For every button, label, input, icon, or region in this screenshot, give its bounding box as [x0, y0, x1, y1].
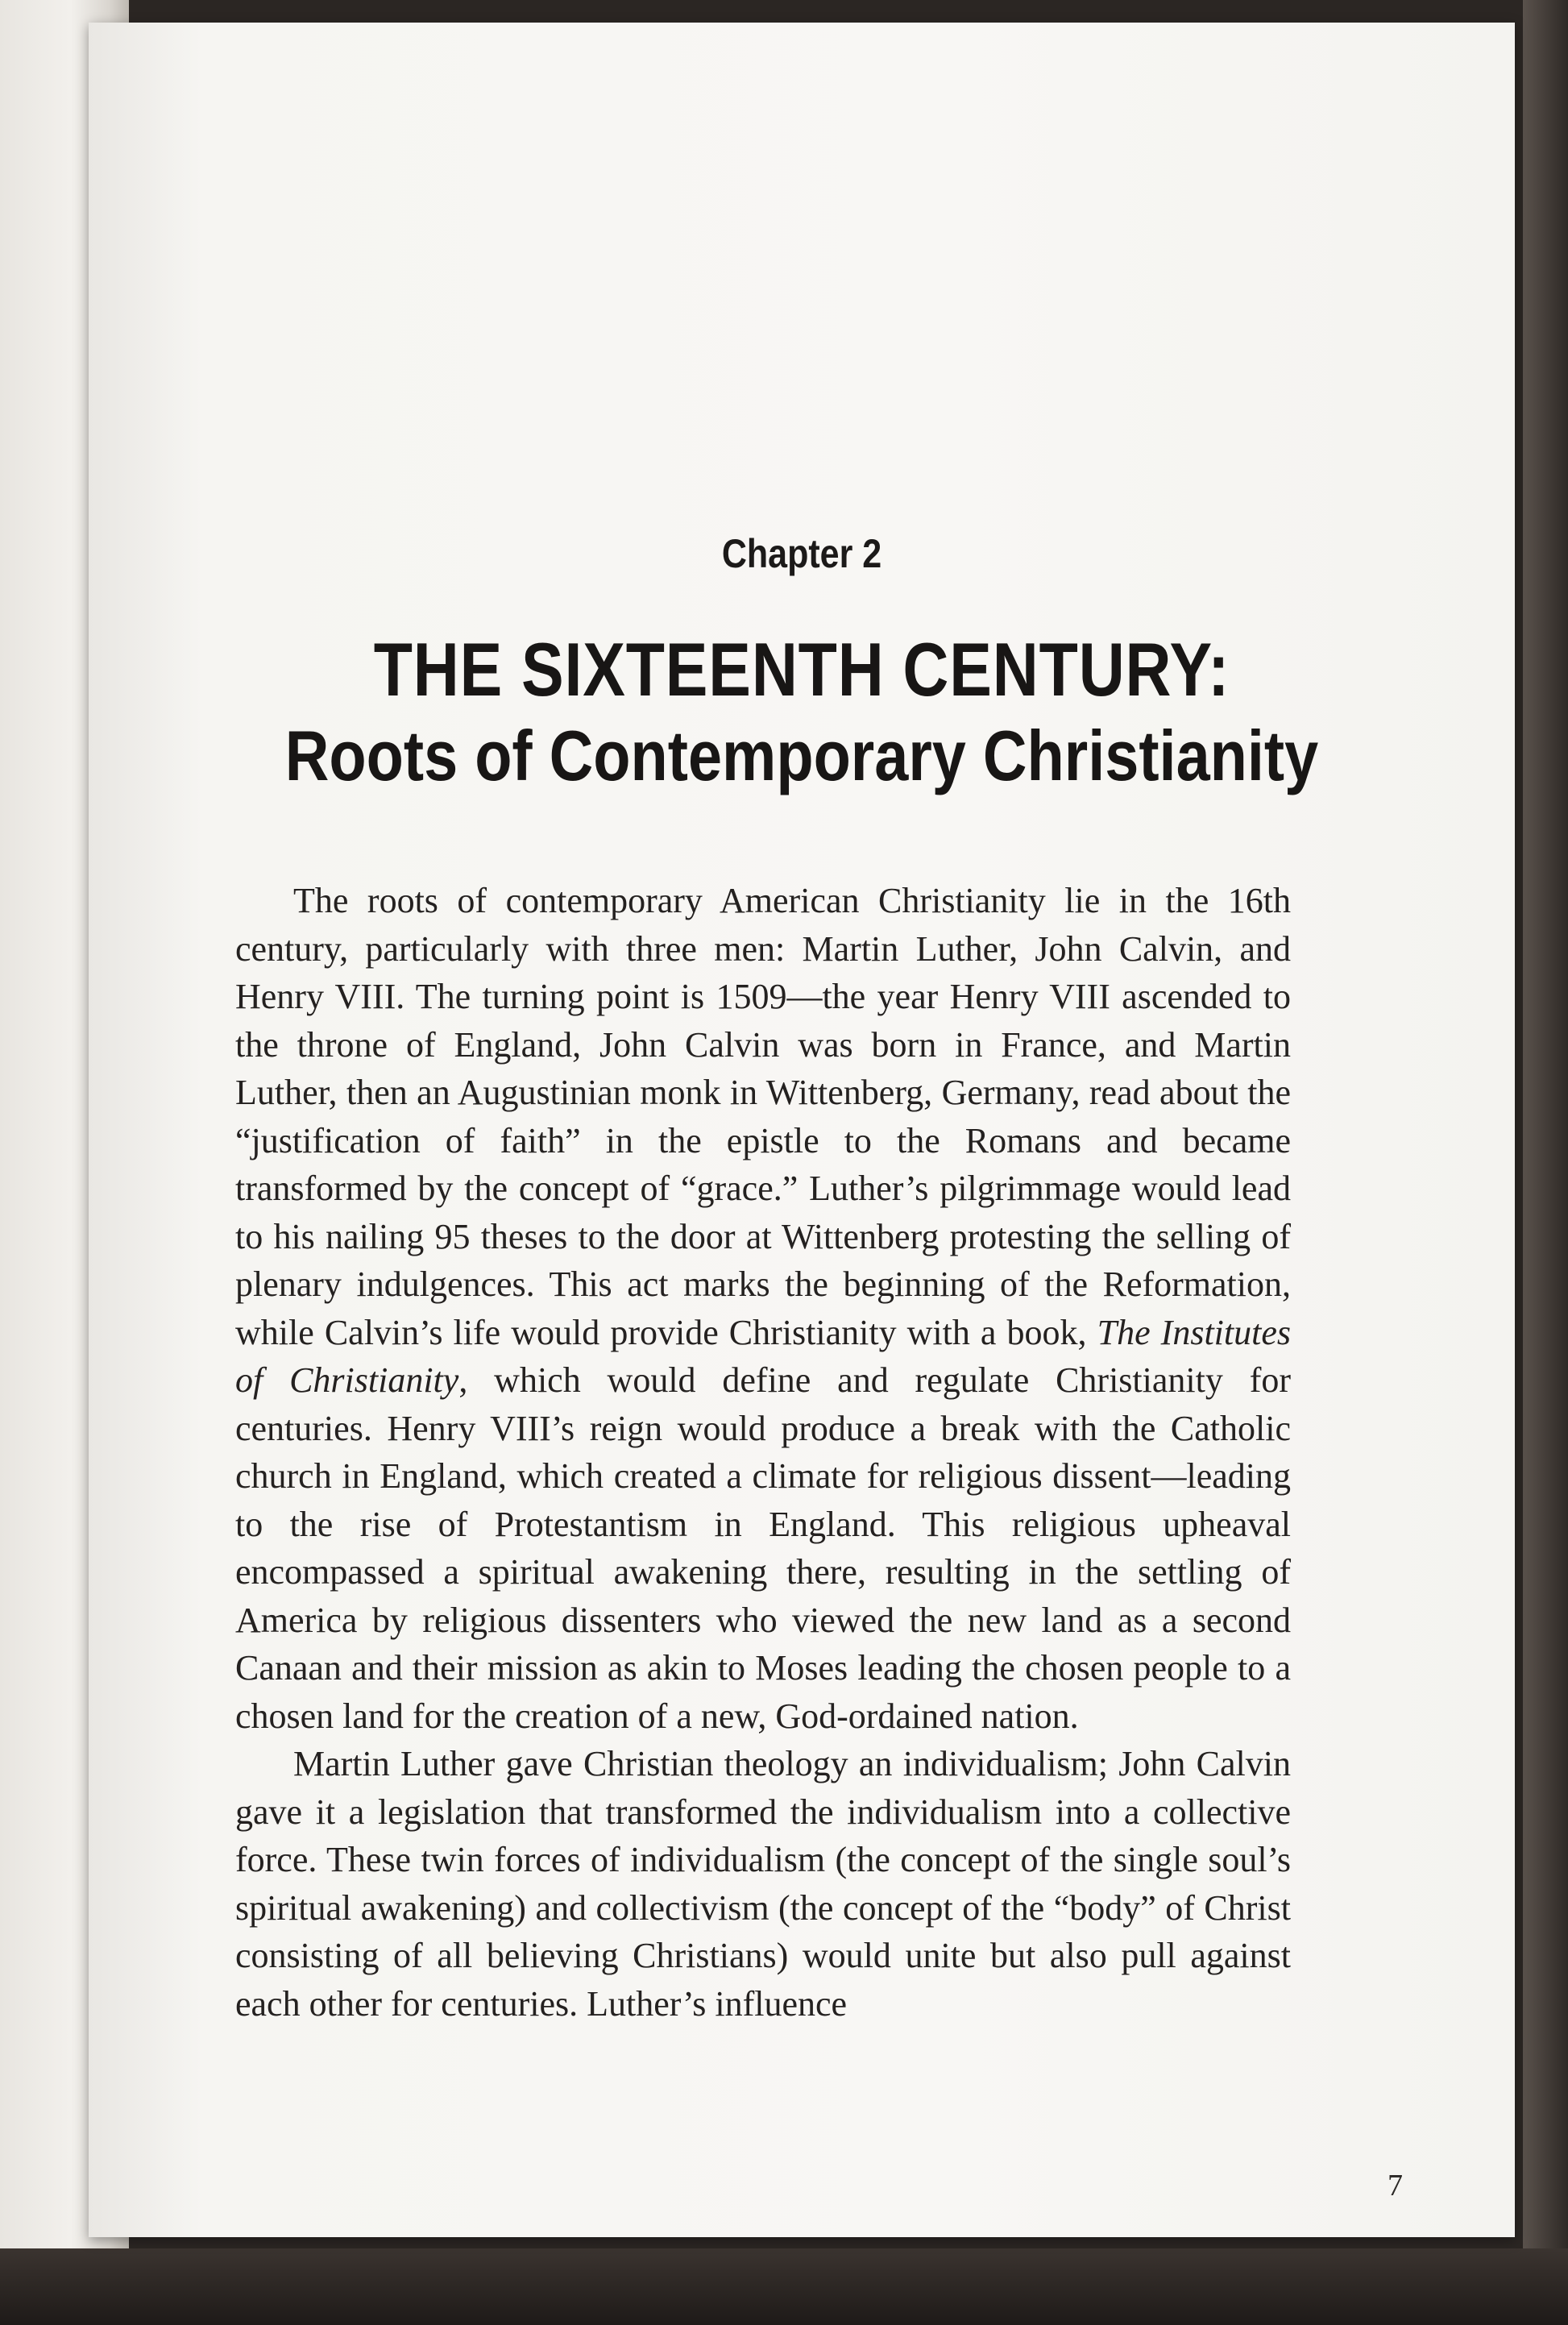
- book-page: [89, 23, 1515, 2237]
- chapter-label: Chapter 2: [721, 531, 882, 576]
- book-title-italic: The Institutes of Christianity: [235, 1312, 1292, 1400]
- page-number: 7: [1388, 2169, 1403, 2203]
- background-bottom: [0, 2248, 1568, 2325]
- chapter-subtitle: Roots of Contemporary Christianity: [284, 716, 1319, 795]
- paragraph-1: [235, 877, 1291, 1740]
- body-text: [235, 877, 1291, 2028]
- paragraph-1-part-a: The roots of contemporary American Christianity lie in the 16th century, particularly with three men: Martin Luther, John Calvin, and Henry VIII. The turning point is 1509—the year Henry VIII ascended to the throne of England, John Calvin was born in France, and Martin Luther, then an Augustinian monk in Wittenberg, Germany, read about the “justification of faith” in the epistle to the Romans and became transformed by the concept of “grace.” Luther’s pilgrimmage would lead to his nailing 95 theses to the door at Wittenberg protesting the selling of plenary indulgences. This act marks the beginning of the Reformation, while Calvin’s life would provide Christianity with a book,: [235, 881, 1291, 1352]
- background-right: [1523, 0, 1568, 2325]
- paragraph-1-part-b: , which would define and regulate Christianity for centuries. Henry VIII’s reign would produce a break with the Catholic church in England, which created a climate for religious dissent—leading to the rise of Protestantism in England. This religious upheaval encompassed a spiritual awakening there, resulting in the settling of America by religious dissenters who viewed the new land as a second Canaan and their mission as akin to Moses leading the chosen people to a chosen land for the creation of a new, God-ordained nation.: [235, 1360, 1291, 1736]
- paragraph-2: Martin Luther gave Christian theology an individualism; John Calvin gave it a legislation that transformed the individualism into a collective force. These twin forces of individualism (the concept of the single soul’s spiritual awakening) and collectivism (the concept of the “body” of Christ consisting of all believing Christians) would unite but also pull against each other for centuries. Luther’s influence: [235, 1744, 1291, 2024]
- chapter-title: THE SIXTEENTH CENTURY:: [373, 627, 1230, 712]
